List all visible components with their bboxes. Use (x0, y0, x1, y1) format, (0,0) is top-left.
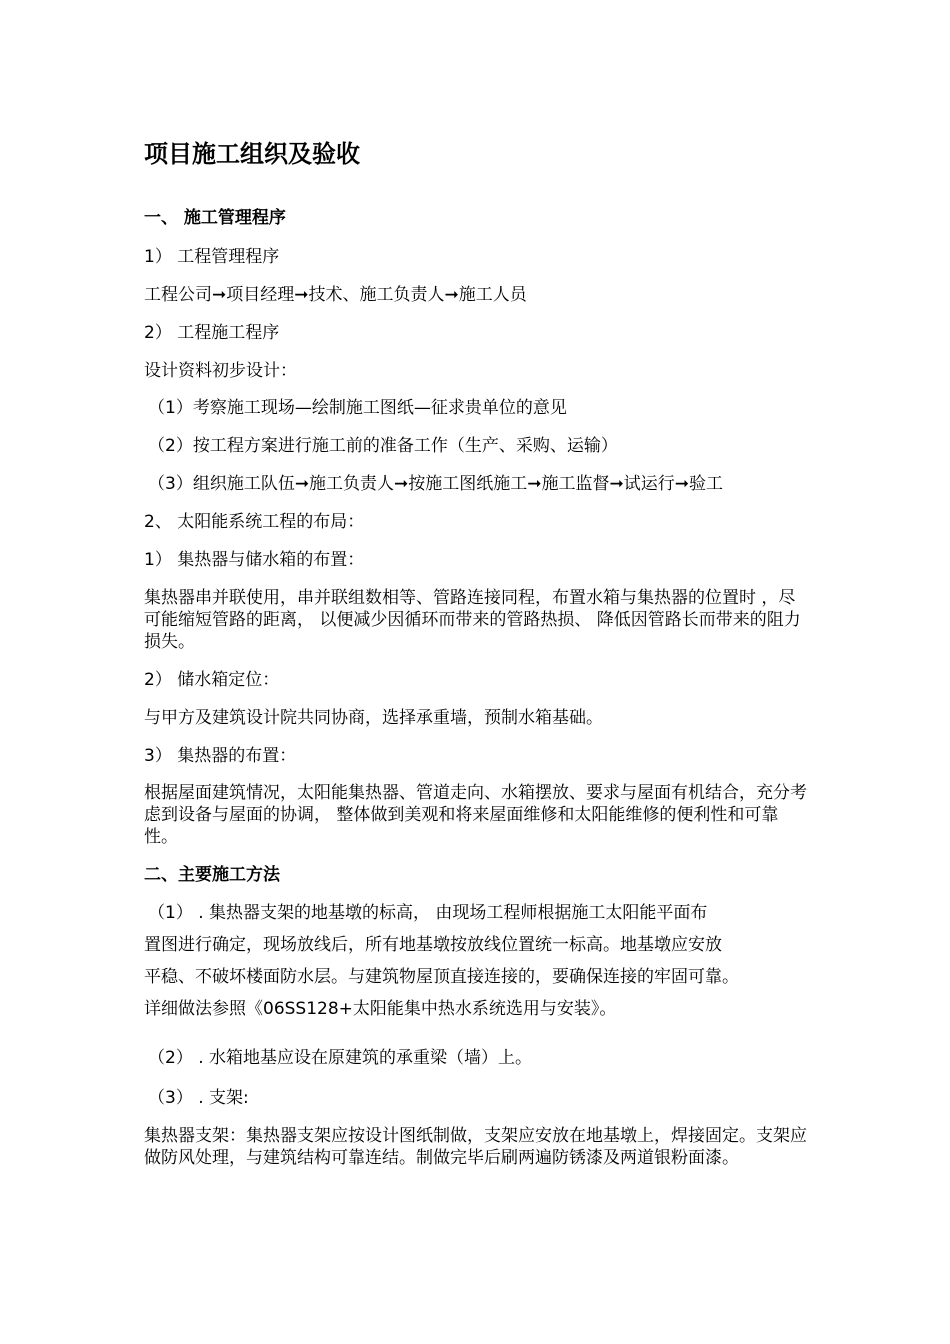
section-heading-methods: 二、主要施工方法 (144, 865, 280, 885)
subsection-title-management: 1） 工程管理程序 (144, 247, 280, 267)
method-paragraph-line: 平稳、不破坏楼面防水层。与建筑物屋顶直接连接的，要确保连接的牢固可靠。 (144, 967, 739, 987)
method-item: （3） . 支架: (148, 1088, 249, 1108)
construction-step: （2）按工程方案进行施工前的准备工作（生产、采购、运输） (148, 436, 618, 456)
layout-item-text: 集热器串并联使用，串并联组数相等、管路连接同程，布置水箱与集热器的位置时 ，尽可能缩短管路的距离， 以便减少因循环而带来的管路热损、 降低因管路长而带来的阻力损失。 (144, 588, 801, 652)
bracket-description: 集热器支架：集热器支架应按设计图纸制做，支架应安放在地基墩上，焊接固定。支架应做防风处理，与建筑结构可靠连结。制做完毕后刷两遍防锈漆及两道银粉面漆。 (144, 1126, 807, 1168)
management-flow-text: 工程公司➞项目经理➞技术、施工负责人➞施工人员 (144, 285, 527, 305)
section-heading-layout: 2、 太阳能系统工程的布局： (144, 512, 365, 532)
method-paragraph-line: （1） . 集热器支架的地基墩的标高， 由现场工程师根据施工太阳能平面布 (148, 903, 708, 923)
page-title: 项目施工组织及验收 (144, 140, 360, 168)
layout-item-title: 2） 储水箱定位： (144, 670, 280, 690)
method-paragraph-line: 详细做法参照《06SS128+太阳能集中热水系统选用与安装》。 (144, 999, 617, 1019)
layout-item-text: 根据屋面建筑情况，太阳能集热器、管道走向、水箱摆放、要求与屋面有机结合，充分考虑到设备与屋面的协调， 整体做到美观和将来屋面维修和太阳能维修的便利性和可靠性。 (144, 783, 807, 847)
subsection-title-construction: 2） 工程施工程序 (144, 323, 280, 343)
layout-item-text: 与甲方及建筑设计院共同协商，选择承重墙，预制水箱基础。 (144, 708, 603, 728)
construction-step: （1）考察施工现场—绘制施工图纸—征求贵单位的意见 (148, 398, 567, 418)
construction-step: （3）组织施工队伍➞施工负责人➞按施工图纸施工➞施工监督➞试运行➞验工 (148, 474, 724, 494)
layout-item-title: 1） 集热器与储水箱的布置： (144, 550, 365, 570)
method-item: （2） . 水箱地基应设在原建筑的承重梁（墙）上。 (148, 1048, 533, 1068)
section-heading-management: 一、 施工管理程序 (144, 208, 286, 228)
design-intro-text: 设计资料初步设计： (144, 361, 297, 381)
method-paragraph-line: 置图进行确定，现场放线后，所有地基墩按放线位置统一标高。地基墩应安放 (144, 935, 722, 955)
layout-item-title: 3） 集热器的布置： (144, 746, 297, 766)
